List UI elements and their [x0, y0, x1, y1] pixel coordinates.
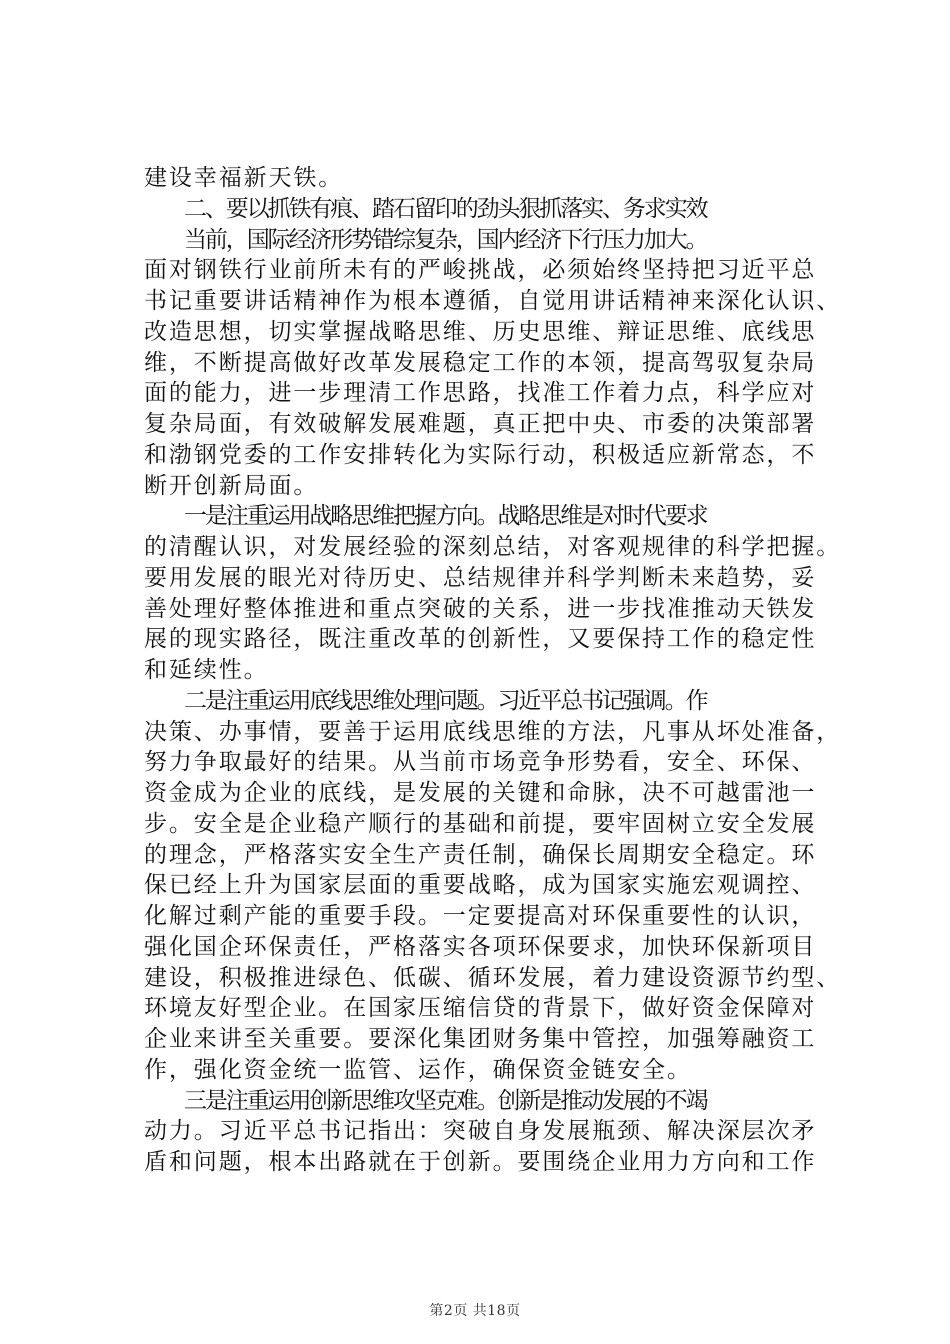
text-line: 盾和问题，根本出路就在于创新。要围绕企业用力方向和工作 [144, 1149, 817, 1175]
text-line: 善处理好整体推进和重点突破的关系，进一步找准推动天铁发 [144, 595, 817, 622]
text-line: 建设，积极推进绿色、低碳、循环发展，着力建设资源节约型、 [144, 964, 842, 991]
text-line: 复杂局面，有效破解发展难题，真正把中央、市委的决策部署 [144, 411, 817, 437]
text-line: 三是注重运用创新思维攻坚克难。创新是推动发展的不竭 [184, 1087, 707, 1114]
text-line: 和延续性。 [144, 657, 269, 683]
text-line: 资金成为企业的底线，是发展的关键和命脉，决不可越雷池一 [144, 780, 817, 806]
text-line: 面的能力，进一步理清工作思路，找准工作着力点，科学应对 [144, 380, 817, 407]
text-line: 一是注重运用战略思维把握方向。战略思维是对时代要求 [184, 503, 707, 530]
text-line: 决策、办事情，要善于运用底线思维的方法，凡事从坏处准备， [144, 718, 842, 745]
text-line: 书记重要讲话精神作为根本遵循，自觉用讲话精神来深化认识、 [144, 288, 842, 314]
text-line: 维，不断提高做好改革发展稳定工作的本领，提高驾驭复杂局 [144, 349, 817, 376]
text-line: 要用发展的眼光对待历史、总结规律并科学判断未来趋势，妥 [144, 564, 817, 591]
text-line: 强化国企环保责任，严格落实各项环保要求，加快环保新项目 [144, 933, 817, 960]
text-line: 展的现实路径，既注重改革的创新性，又要保持工作的稳定性 [144, 626, 817, 653]
text-line: 环境友好型企业。在国家压缩信贷的背景下，做好资金保障对 [144, 995, 817, 1022]
page-footer: 第2页 共18页 [429, 1303, 521, 1319]
text-line: 企业来讲至关重要。要深化集团财务集中管控，加强筹融资工 [144, 1026, 817, 1052]
text-line: 改造思想，切实掌握战略思维、历史思维、辩证思维、底线思 [144, 318, 817, 345]
text-line: 保已经上升为国家层面的重要战略，成为国家实施宏观调控、 [144, 872, 817, 899]
text-line: 二、要以抓铁有痕、踏石留印的劲头狠抓落实、务求实效 [184, 195, 707, 222]
text-line: 当前，国际经济形势错综复杂，国内经济下行压力加大。 [184, 226, 707, 253]
text-line: 作，强化资金统一监管、运作，确保资金链安全。 [144, 1056, 692, 1083]
text-line: 动力。习近平总书记指出：突破自身发展瓶颈、解决深层次矛 [144, 1118, 817, 1145]
text-line: 二是注重运用底线思维处理问题。习近平总书记强调。作 [184, 687, 707, 714]
text-line: 化解过剩产能的重要手段。一定要提高对环保重要性的认识， [144, 903, 817, 929]
text-line: 的理念，严格落实安全生产责任制，确保长周期安全稳定。环 [144, 841, 817, 868]
text-line: 努力争取最好的结果。从当前市场竞争形势看，安全、环保、 [144, 749, 817, 776]
text-line: 的清醒认识，对发展经验的深刻总结，对客观规律的科学把握。 [144, 534, 842, 560]
document-body [144, 163, 844, 1178]
text-line: 面对钢铁行业前所未有的严峻挑战，必须始终坚持把习近平总 [144, 257, 817, 284]
text-line: 步。安全是企业稳产顺行的基础和前提，要牢固树立安全发展 [144, 810, 817, 837]
text-line: 建设幸福新天铁。 [144, 165, 344, 191]
text-line: 和渤钢党委的工作安排转化为实际行动，积极适应新常态，不 [144, 441, 817, 468]
text-line: 断开创新局面。 [144, 472, 319, 499]
